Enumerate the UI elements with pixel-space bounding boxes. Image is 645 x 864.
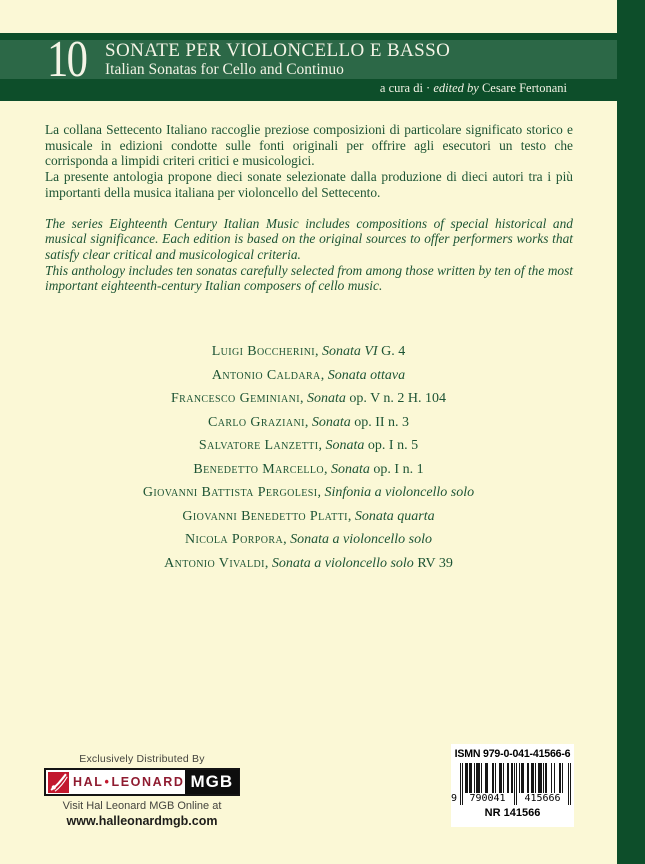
work-title: Sonata ottava bbox=[327, 367, 406, 383]
sonata-item: Carlo Graziani, Sonata op. II n. 3 bbox=[207, 414, 410, 430]
composer-name: Francesco Geminiani bbox=[170, 391, 300, 406]
sonata-item: Giovanni Benedetto Platti, Sonata quarta bbox=[182, 508, 435, 524]
work-number: op. I n. 5 bbox=[364, 438, 419, 453]
sonata-item: Francesco Geminiani, Sonata op. V n. 2 H. 104 bbox=[170, 391, 447, 406]
editor-credit bbox=[380, 81, 567, 96]
intro-paragraph-italian-2: La presente antologia propone dieci sonate selezionate dalla produzione di dieci autori tra i più importanti della musica italiana per violoncello del Settecento. bbox=[45, 169, 573, 200]
work-number: op. I n. 1 bbox=[369, 461, 424, 477]
spine-band bbox=[617, 0, 645, 864]
barcode-digits-left: 790041 bbox=[469, 793, 506, 804]
intro-text bbox=[45, 122, 573, 294]
sonata-item: Antonio Vivaldi, Sonata a violoncello solo RV 39 bbox=[164, 555, 453, 571]
editor-edited-by: edited by bbox=[433, 81, 479, 95]
website-url: www.halleonardmgb.com bbox=[66, 814, 218, 828]
composer-name: Salvatore Lanzetti bbox=[198, 438, 319, 453]
work-title: Sonata bbox=[306, 391, 346, 406]
barcode bbox=[451, 763, 572, 806]
volume-number: 10 bbox=[47, 31, 87, 88]
header-band bbox=[0, 33, 645, 101]
work-title: Sonata a violoncello solo bbox=[290, 532, 433, 547]
barcode-digits-right: 415666 bbox=[524, 793, 561, 804]
sonata-list bbox=[0, 340, 617, 575]
composer-name: Giovanni Battista Pergolesi bbox=[142, 485, 318, 500]
work-number: RV 39 bbox=[413, 555, 453, 571]
composer-name: Antonio Caldara bbox=[211, 367, 321, 383]
visit-text: Visit Hal Leonard MGB Online at bbox=[62, 800, 222, 812]
distributor-block bbox=[44, 753, 240, 828]
sonata-item: Luigi Boccherini, Sonata VI G. 4 bbox=[211, 344, 406, 359]
work-number: op. II n. 3 bbox=[350, 414, 410, 430]
wordmark-bullet: • bbox=[104, 775, 111, 789]
barcode-digit-first: 9 bbox=[451, 793, 458, 804]
work-number: op. V n. 2 H. 104 bbox=[345, 391, 447, 406]
composer-name: Giovanni Benedetto Platti bbox=[182, 508, 348, 524]
work-number: G. 4 bbox=[377, 344, 406, 359]
series-subtitle: Italian Sonatas for Cello and Continuo bbox=[105, 61, 344, 78]
work-title: Sonata VI bbox=[322, 344, 378, 359]
sonata-item: Salvatore Lanzetti, Sonata op. I n. 5 bbox=[198, 438, 419, 453]
composer-name: Antonio Vivaldi bbox=[164, 555, 265, 571]
series-title: SONATE PER VIOLONCELLO E BASSO bbox=[105, 40, 451, 61]
sonata-item: Benedetto Marcello, Sonata op. I n. 1 bbox=[193, 461, 424, 477]
composer-name: Carlo Graziani bbox=[207, 414, 305, 430]
hal-leonard-wordmark bbox=[73, 775, 185, 789]
intro-paragraph-italian-1: La collana Settecento Italiano raccoglie preziose composizioni di particolare significato storico e musicale in edizioni condotte sulle fonti originali per offrire agli esecutori un testo che corrisponda a limpidi criteri critici e musicologici. bbox=[45, 122, 573, 169]
work-title: Sonata a violoncello solo bbox=[271, 555, 414, 571]
wordmark-hal: HAL bbox=[73, 775, 104, 789]
catalog-number: NR 141566 bbox=[484, 807, 541, 819]
work-title: Sonata quarta bbox=[354, 508, 435, 524]
intro-paragraph-english-2: This anthology includes ten sonatas carefully selected from among those written by ten of the most important eighteenth-century Italian composers of cello music. bbox=[45, 262, 573, 294]
sonata-item: Antonio Caldara, Sonata ottava bbox=[211, 367, 406, 383]
composer-name: Benedetto Marcello bbox=[193, 461, 325, 477]
work-title: Sonata bbox=[325, 438, 365, 453]
intro-paragraph-english-1: The series Eighteenth Century Italian Music includes compositions of special historical and musical significance. Each edition is based on the original sources to offer performers works that satisfy clear critical and musicological criteria. bbox=[45, 215, 573, 262]
sonata-item: Giovanni Battista Pergolesi, Sinfonia a violoncello solo bbox=[142, 485, 475, 500]
hal-leonard-mgb-logo bbox=[44, 768, 240, 796]
work-title: Sonata bbox=[311, 414, 351, 430]
ismn-label: ISMN 979-0-041-41566-6 bbox=[454, 748, 571, 760]
barcode-box bbox=[451, 744, 574, 827]
sonata-item: Nicola Porpora, Sonata a violoncello solo bbox=[184, 532, 433, 547]
composer-name: Luigi Boccherini bbox=[211, 344, 316, 359]
work-title: Sinfonia a violoncello solo bbox=[324, 485, 475, 500]
editor-prefix: a cura di · bbox=[379, 81, 431, 95]
mgb-badge: MGB bbox=[185, 770, 240, 794]
wordmark-leonard: LEONARD bbox=[111, 775, 185, 789]
composer-name: Nicola Porpora bbox=[184, 532, 284, 547]
hal-leonard-mark-icon bbox=[48, 772, 69, 793]
work-title: Sonata bbox=[331, 461, 370, 477]
distributor-label: Exclusively Distributed By bbox=[79, 753, 205, 765]
editor-name: Cesare Fertonani bbox=[481, 81, 567, 95]
title-block bbox=[105, 41, 450, 78]
